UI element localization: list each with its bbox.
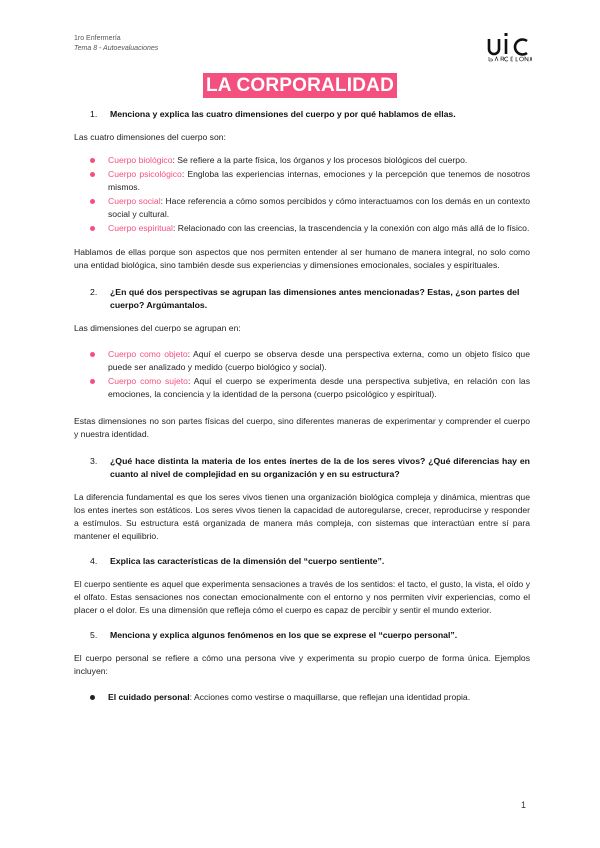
- list-item: Cuerpo social: Hace referencia a cómo somos percibidos y cómo interactuamos con los demás en un contexto social y cultural.: [74, 195, 530, 221]
- question-5: 5. Menciona y explica algunos fenómenos en los que se exprese el “cuerpo personal”.: [74, 629, 530, 642]
- answer-1-conclusion: Hablamos de ellas porque son aspectos que nos permiten entender al ser humano de manera integral, no solo como una entidad biológica, sino también desde sus experiencias y dimensiones emocionales, sociales y espirituales.: [74, 247, 530, 270]
- document-header: [74, 34, 158, 54]
- bullet-icon: [90, 158, 95, 163]
- question-3: 3. ¿Qué hace distinta la materia de los entes ínertes de la de los seres vivos? ¿Qué diferencias hay en cuanto al nivel de complejidad en su organización y en su estructura?: [90, 456, 530, 479]
- question-1-text: Menciona y explica las cuatro dimensiones del cuerpo y por qué hablamos de ellas.: [110, 109, 456, 119]
- answer-2-intro: Las dimensiones del cuerpo se agrupan en:: [74, 323, 241, 333]
- question-3-text: ¿Qué hace distinta la materia de los entes ínertes de la de los seres vivos? ¿Qué diferencias hay en cuanto al nivel de complejidad en su organización y en su estructura?: [110, 456, 530, 479]
- list-item: Cuerpo psicológico: Engloba las experiencias internas, emociones y la percepción que tenemos de nosotros mismos.: [74, 168, 530, 194]
- question-2: 2. ¿En qué dos perspectivas se agrupan las dimensiones antes mencionadas? Estas, ¿son partes del cuerpo? Argúmantalos.: [74, 286, 530, 312]
- question-2-text: ¿En qué dos perspectivas se agrupan las dimensiones antes mencionadas? Estas, ¿son partes del cuerpo? Argúmantalos.: [110, 287, 520, 310]
- question-1: 1. Menciona y explica las cuatro dimensiones del cuerpo y por qué hablamos de ellas.: [74, 108, 530, 121]
- question-4: 4. Explica las características de la dimensión del “cuerpo sentiente”.: [74, 555, 530, 568]
- document-body: [74, 108, 530, 715]
- list-item: El cuidado personal: Acciones como vestirse o maquillarse, que reflejan una identidad propia.: [74, 691, 530, 704]
- bullet-icon: [90, 199, 95, 204]
- answer-4: El cuerpo sentiente es aquel que experimenta sensaciones a través de los sentidos: el tacto, el gusto, la vista, el oído y el olfato. Estas sensaciones nos conectan emocionalmente con el entorno y nos permiten vivir experiencias, como el placer o el dolor. Es una dimensión que refleja cómo el cuerpo es capaz de percibir y sentir el mundo exterior.: [74, 579, 530, 615]
- bullet-icon: [90, 226, 95, 231]
- list-item: Cuerpo espiritual: Relacionado con las creencias, la trascendencia y la conexión con algo más allá de lo físico.: [74, 222, 530, 235]
- dimensions-list: [74, 154, 530, 235]
- answer-2-conclusion: Estas dimensiones no son partes físicas del cuerpo, sino diferentes maneras de experimentar y comprender el cuerpo y nuestra identidad.: [74, 416, 530, 439]
- answer-3: La diferencia fundamental es que los seres vivos tienen una organización biológica compleja y dinámica, mientras que los entes inertes son estáticos. Los seres vivos tienen la capacidad de autoregularse, crecer, reproducirse y responder a estímulos. Su estructura está organizada de manera más compleja, con sistemas que interactúan entre sí para mantener el equilibrio.: [74, 492, 530, 541]
- answer-5-intro: El cuerpo personal se refiere a cómo una persona vive y experimenta su propio cuerpo de forma única. Ejemplos incluyen:: [74, 653, 530, 676]
- page-title: LA CORPORALIDAD: [203, 73, 397, 98]
- course-label: 1ro Enfermería: [74, 35, 121, 42]
- question-5-text: Menciona y explica algunos fenómenos en los que se exprese el “cuerpo personal”.: [110, 630, 458, 640]
- bullet-icon: [90, 379, 95, 384]
- perspectives-list: [74, 348, 530, 401]
- list-item: Cuerpo como sujeto: Aquí el cuerpo se experimenta desde una perspectiva subjetiva, en relación con las emociones, la conciencia y la identidad de la persona (cuerpo psicológico y espiritual).: [74, 375, 530, 401]
- bullet-icon: [90, 352, 95, 357]
- list-item: Cuerpo biológico: Se refiere a la parte física, los órganos y los procesos biológicos del cuerpo.: [74, 154, 530, 167]
- topic-label: Tema 8 - Autoevaluaciones: [74, 45, 159, 52]
- uic-logo: [486, 30, 532, 62]
- bullet-icon: [90, 695, 95, 700]
- list-item: Cuerpo como objeto: Aquí el cuerpo se observa desde una perspectiva externa, como un objeto físico que puede ser analizado y medido (cuerpo biológico y social).: [74, 348, 530, 374]
- personal-body-list: [74, 691, 530, 704]
- bullet-icon: [90, 172, 95, 177]
- answer-1-intro: Las cuatro dimensiones del cuerpo son:: [74, 132, 226, 142]
- page-number: 1: [520, 800, 526, 810]
- question-4-text: Explica las características de la dimensión del “cuerpo sentiente”.: [110, 556, 385, 566]
